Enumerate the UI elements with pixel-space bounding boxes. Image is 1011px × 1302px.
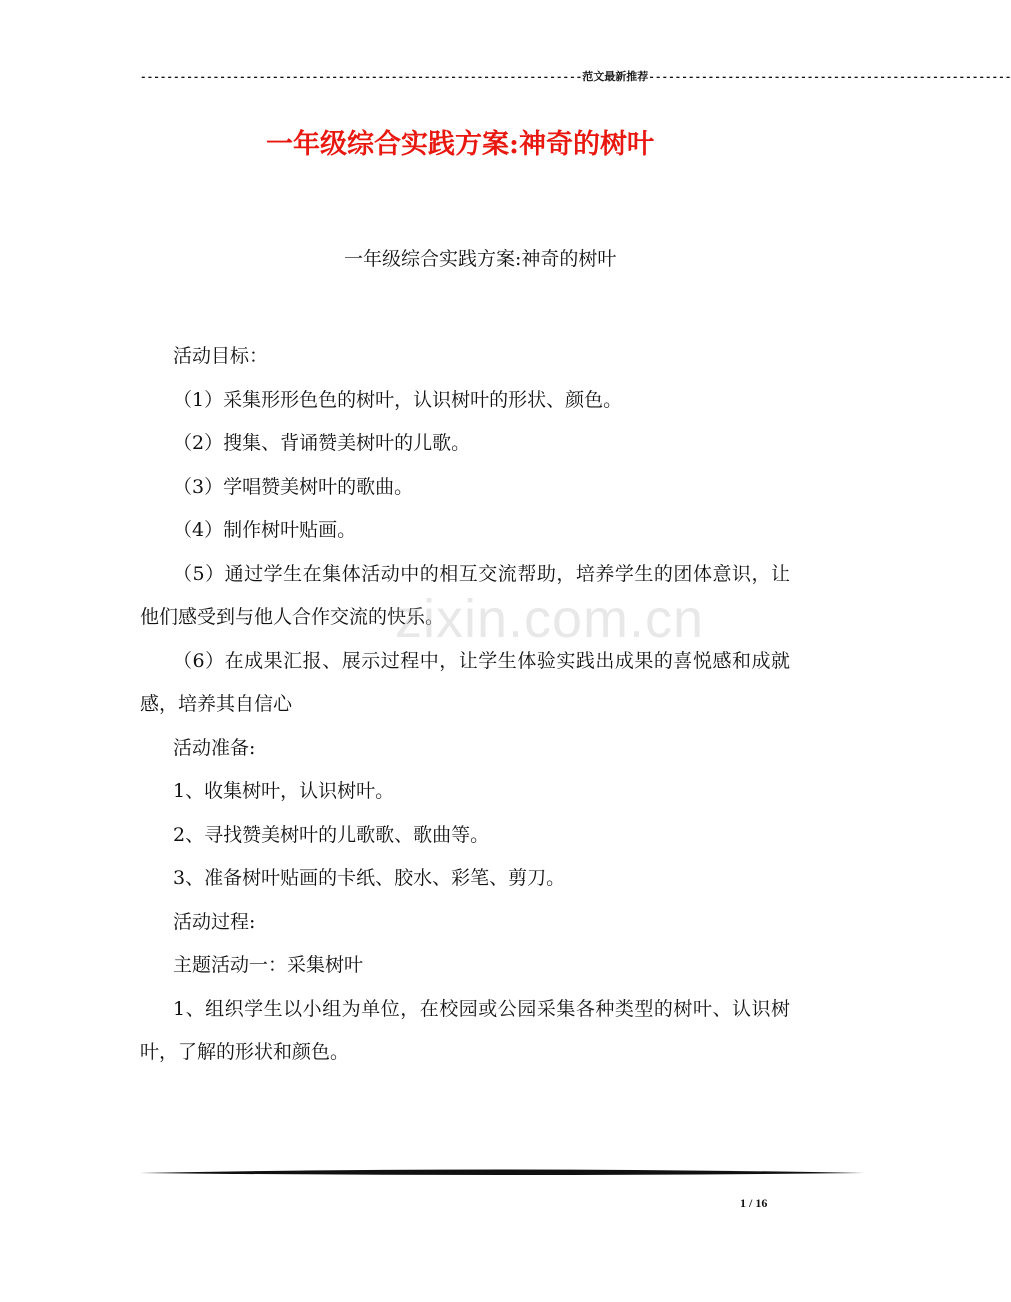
paragraph: （1）采集形形色色的树叶，认识树叶的形状、颜色。: [173, 388, 623, 411]
paragraph: （4）制作树叶贴画。: [173, 519, 357, 541]
paragraph: （3）学唱赞美树叶的歌曲。: [173, 475, 414, 498]
paragraph: 1、收集树叶，认识树叶。: [173, 780, 395, 802]
watermark: zixin.com.cn: [395, 589, 705, 649]
paragraph: 活动过程:: [173, 910, 256, 933]
paragraph: 3、准备树叶贴画的卡纸、胶水、彩笔、剪刀。: [173, 867, 566, 889]
paragraph: 主题活动一：采集树叶: [173, 954, 364, 976]
document-body: [140, 335, 790, 1075]
document-subtitle: 一年级综合实践方案:神奇的树叶: [344, 248, 617, 270]
paragraph: （2）搜集、背诵赞美树叶的儿歌。: [173, 432, 471, 454]
page-number: 1 / 16: [740, 1196, 768, 1210]
paragraph: 1、组织学生以小组为单位，在校园或公园采集各种类型的树叶、认识树叶，了解的形状和颜色。: [140, 997, 790, 1063]
footer-divider: [140, 1168, 864, 1178]
paragraph: （6）在成果汇报、展示过程中，让学生体验实践出成果的喜悦感和成就感，培养其自信心: [140, 649, 790, 715]
paragraph: 活动目标：: [173, 345, 269, 367]
paragraph: 活动准备:: [173, 736, 256, 759]
paragraph: （5）通过学生在集体活动中的相互交流帮助，培养学生的团体意识，让他们感受到与他人合作交流的快乐。: [140, 562, 790, 628]
header-banner: -------------------------------------------------------------------范文最新推荐-------------------------------------------------------: [140, 72, 1011, 84]
document-title: 一年级综合实践方案:神奇的树叶: [266, 129, 654, 160]
paragraph: 2、寻找赞美树叶的儿歌歌、歌曲等。: [173, 823, 490, 846]
